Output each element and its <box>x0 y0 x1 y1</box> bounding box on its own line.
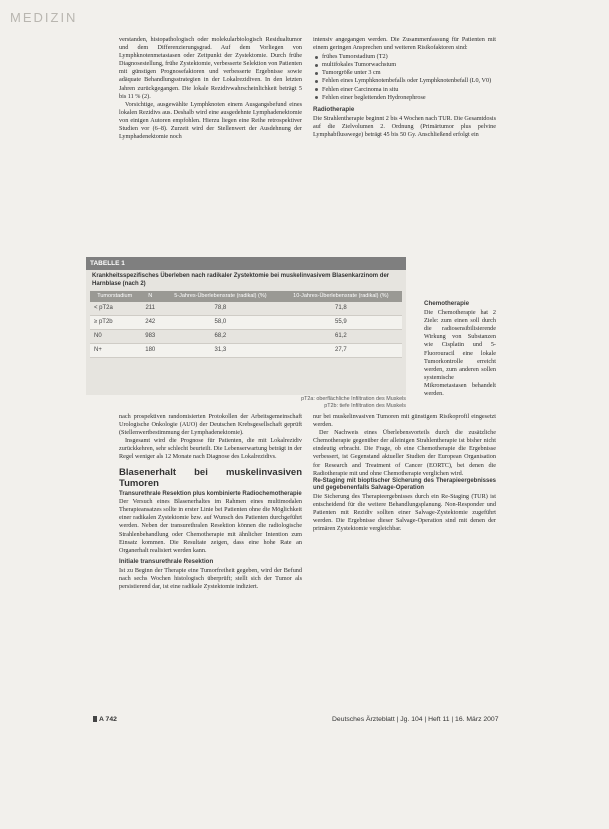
table-number: TABELLE 1 <box>86 257 406 270</box>
table-cell: 180 <box>139 343 161 357</box>
journal-citation: Deutsches Ärzteblatt | Jg. 104 | Heft 11 | 16. März 2007 <box>332 716 499 723</box>
table-cell: 211 <box>139 302 161 316</box>
paragraph: Die Sicherung des Therapieergebnisses durch ein Re-Staging (TUR) ist entscheidend für die weitere Behandlungsplanung. Non-Responder und Patienten mit Rezidiv sollten einer Salvage-Zystektomie zugeführt werden. Die Ergebnisse dieser Salvage-Operation sind mit denen der primären Zystektomie vergleichbar. <box>313 492 496 533</box>
table-header: 10-Jahres-Überlebensrate (radikal) (%) <box>280 291 402 302</box>
paragraph: Die Strahlentherapie beginnt 2 bis 4 Wochen nach TUR. Die Gesamtdosis auf die Zielvolumen 2. Ordnung (Primärtumor plus pelvine Lymphabflusswege) beträgt 45 bis 50 Gy. Anschließend erfolgt ein <box>313 114 496 139</box>
bullet-item: Tumorgröße unter 3 cm <box>313 69 496 77</box>
paragraph: verstanden, histopathologisch oder molekularbiologisch Residualtumor und dem Differenzierungsgrad. Auf dem Vorliegen von Lymphknotenmetastasen oder Zeitpunkt der Zystektomie. Durch frühe Diagnosestellung, frühe Zystektomie, verbesserte Selektion von Patienten mit günstigen Prognosefaktoren und verbesserte Ergebnisse sowie adäquate Behandlungsstrategien in der Lokalrezidiven. In den letzten Jahren zurückgegangen. Die lokale Rezidivwahrscheinlichkeit beträgt 5 bis 11 % (2). <box>119 36 302 100</box>
table-cell: 58,0 <box>161 315 280 329</box>
table-header: 5-Jahres-Überlebensrate (radikal) (%) <box>161 291 280 302</box>
table-cell: 71,8 <box>280 302 402 316</box>
table-cell: ≥ pT2b <box>90 315 139 329</box>
bullet-item: Fehlen eines Lymphknotenbefalls oder Lymphknotenbefall (L0, V0) <box>313 77 496 85</box>
bullet-item: frühes Tumorstadium (T2) <box>313 53 496 61</box>
right-column-top <box>313 36 496 139</box>
table-footnote: pT2b: tiefe Infiltration des Muskels <box>324 403 406 409</box>
table-cell: 983 <box>139 329 161 343</box>
subheading-chemotherapy: Chemotherapie <box>424 300 470 307</box>
subheading: Initiale transurethrale Resektion <box>119 557 214 565</box>
paragraph: nach prospektiven randomisierten Protokollen der Arbeitsgemeinschaft Urologische Onkologie (AUO) der Deutschen Krebsgesellschaft geprüft (Stellenwertbestimmung der Lymphadenektomie). <box>119 413 302 437</box>
left-column-top <box>119 36 302 141</box>
table-cell: 27,7 <box>280 343 402 357</box>
subheading-radiotherapy: Radiotherapie <box>313 105 355 113</box>
table-cell: 55,9 <box>280 315 402 329</box>
bullet-item: Fehlen einer Carcinoma in situ <box>313 86 496 94</box>
table-row <box>90 315 402 329</box>
table-1 <box>86 257 406 395</box>
paragraph: Insgesamt wird die Prognose für Patienten, die mit Lokalrezidiv zurückkehren, sehr schlecht beurteilt. Die Lebenserwartung beträgt in der Regel weniger als 12 Monate nach Diagnose des Lokalrezidivs. <box>119 437 302 461</box>
right-column-mid <box>424 297 496 398</box>
table-header: Tumorstadium <box>90 291 139 302</box>
paragraph: intensiv angegangen werden. Die Zusammenfassung für Patienten mit einem geringen Ansprechen und weiteren Risikofaktoren sind: <box>313 36 496 52</box>
subheading: Transurethrale Resektion plus kombinierte Radiochemotherapie <box>119 490 302 497</box>
bullet-item: Fehlen einer begleitenden Hydronephrose <box>313 94 496 102</box>
subheading: Re-Staging mit bioptischer Sicherung des Therapieergebnisses und gegebenenfalls Salvage-Operation <box>313 477 496 492</box>
section-heading: Blasenerhalt bei muskelinvasiven Tumoren <box>119 466 302 489</box>
table-cell: < pT2a <box>90 302 139 316</box>
paragraph: Der Versuch eines Blasenerhaltes im Rahmen eines multimodalen Therapieansatzes sollte in erster Linie bei Patienten ohne die Möglichkeit einer radikalen Zystektomie bzw. auf Wunsch des Patienten durchgeführt werden. Neben der transurethralen Resektion können die radiologische Strahlenbehandlung oder Chemotherapie mit ähnlicher Intention zum Einsatz kommen. Die Resultate zeigen, dass eine hohe Rate an Organerhalt realisiert werden kann. <box>119 498 302 554</box>
table-row <box>90 302 402 316</box>
paragraph: nur bei muskelinvasiven Tumoren mit günstigem Risikoprofil eingesetzt werden. <box>313 413 496 429</box>
survival-table <box>90 291 402 358</box>
table-footnote: pT2a: oberflächliche Infiltration des Muskels <box>301 396 406 402</box>
page-number: A 742 <box>93 716 117 723</box>
table-cell: 68,2 <box>161 329 280 343</box>
table-row <box>90 329 402 343</box>
table-caption: Krankheitsspezifisches Überleben nach radikaler Zystektomie bei muskelinvasivem Blasenkarzinom der Harnblase (nach 2) <box>92 273 390 287</box>
table-cell: 78,8 <box>161 302 280 316</box>
table-cell: N+ <box>90 343 139 357</box>
table-cell: N0 <box>90 329 139 343</box>
right-column-bottom <box>313 413 496 533</box>
bullet-item: multifokales Tumorwachstum <box>313 61 496 69</box>
page-footer <box>0 716 609 728</box>
section-label: MEDIZIN <box>10 10 78 25</box>
table-footnotes <box>186 396 406 410</box>
paragraph: Der Nachweis eines Überlebensvorteils durch die zusätzliche Chemotherapie gegenüber der alleinigen Strahlentherapie ist bisher nicht eindeutig erbracht. Die Frage, ob eine Chemotherapie die Ergebnisse verbessert, ist Gegenstand aktueller Studien der European Organisation for Research and Treatment of Cancer (EORTC), bei denen die Radiotherapie mit und ohne Chemotherapie verglichen wird. <box>313 429 496 477</box>
paragraph: Ist zu Beginn der Therapie eine Tumorfreiheit gegeben, wird der Befund nach sechs Wochen histologisch überprüft; stellt sich der Tumor als persistierend dar, ist eine radikale Zystektomie indiziert. <box>119 566 302 591</box>
paragraph: Vorsichtige, ausgewählte Lymphknoten einem Ausgangsbefund eines lokalen Rezidivs aus. Deshalb wird eine ausgedehnte Lymphadenektomie von einigen Autoren empfohlen. Hierzu liegen eine Reihe retrospektiver Studien vor (6–8). Zurzeit wird der Stellenwert der Ausdehnung der Lymphadenektomie noch <box>119 100 302 141</box>
table-cell: 61,2 <box>280 329 402 343</box>
table-row <box>90 343 402 357</box>
table-cell: 242 <box>139 315 161 329</box>
table-cell: 31,3 <box>161 343 280 357</box>
paragraph: Die Chemotherapie hat 2 Ziele: zum einen soll durch die radiosensibilisierende Wirkung von Substanzen wie Cisplatin und 5-Fluorouracil eine lokale Tumorkontrolle erreicht werden, zum anderen sollen systemische Mikrometastasen behandelt werden. <box>424 309 496 398</box>
left-column-bottom <box>119 413 302 591</box>
bullet-list <box>313 53 496 102</box>
table-header: N <box>139 291 161 302</box>
